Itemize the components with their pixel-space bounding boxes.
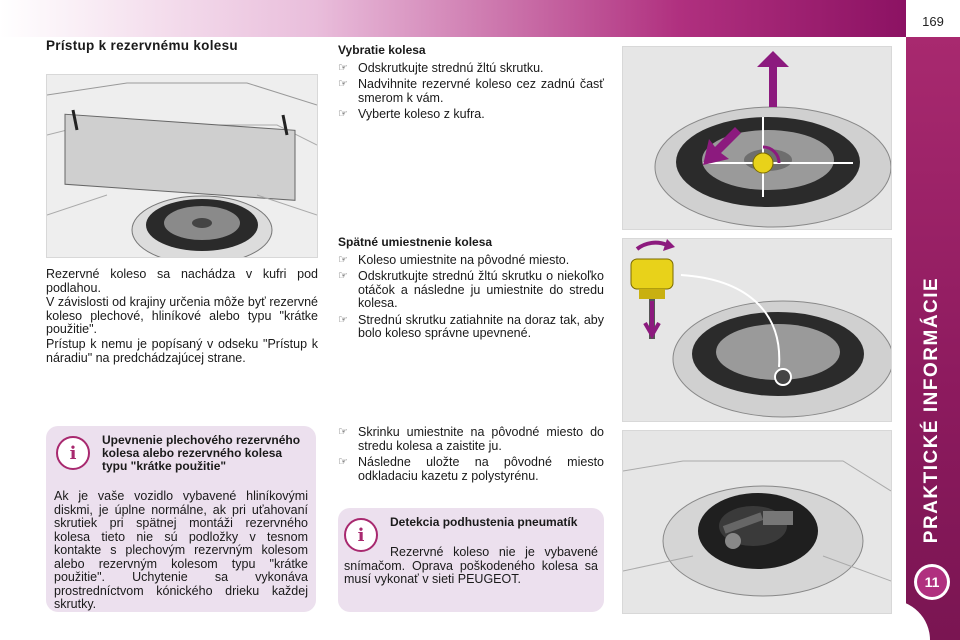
arrow-bullet-icon: ☞ — [338, 78, 348, 90]
intro-paragraph-3: Prístup k nemu je popísaný v odseku "Prístup k náradiu" na predchádzajúcej strane. — [46, 337, 318, 365]
arrow-bullet-icon: ☞ — [338, 426, 348, 438]
arrow-bullet-icon: ☞ — [338, 108, 348, 120]
foam-storage-illustration — [622, 430, 892, 614]
arrow-bullet-icon: ☞ — [338, 61, 348, 74]
list-item: ☞ Vyberte koleso z kufra. — [338, 107, 485, 121]
info-icon: i — [56, 436, 90, 470]
final-steps-section — [338, 426, 604, 486]
info-fixing-body: Ak je vaše vozidlo vybavené hliníkovými diskmi, je úplne normálne, ak pri uťahovaní skrutiek pri spätnej montáži rezervného kolesa tieto nie sú podložky v tesnom kontakte s plechovým rezervným kolesom alebo rezervným kolesom typu "krátke použitie". Uchytenie sa vykonáva prostredníctvom kónického drieku každej skrutky. — [54, 489, 308, 611]
chapter-title: PRAKTICKÉ INFORMÁCIE — [921, 276, 942, 544]
wheel-removal-illustration — [622, 46, 892, 230]
list-item: ☞ Nadvihnite rezervné koleso cez zadnú časť smerom k vám. — [338, 77, 604, 105]
refit-heading: Spätné umiestnenie kolesa — [338, 235, 493, 249]
section-title: Prístup k rezervnému kolesu — [46, 38, 238, 53]
list-item: ☞ Skrinku umiestnite na pôvodné miesto do stredu kolesa a zaistite ju. — [338, 425, 604, 453]
list-item: ☞ Strednú skrutku zatiahnite na doraz tak, aby bolo koleso správne upevnené. — [338, 312, 604, 340]
chapter-badge — [914, 564, 950, 600]
list-item: ☞ Odskrutkujte strednú žltú skrutku. — [338, 60, 544, 75]
arrow-bullet-icon: ☞ — [338, 270, 348, 282]
page-number: 169 — [906, 0, 960, 37]
info-fixing-title: Upevnenie plechového rezervného kolesa alebo rezervného kolesa typu "krátke použitie" — [102, 433, 301, 473]
info-detection-title: Detekcia podhustenia pneumatík — [390, 515, 578, 529]
arrow-bullet-icon: ☞ — [338, 253, 348, 266]
list-item: ☞ Odskrutkujte strednú žltú skrutku o niekoľko otáčok a následne ju umiestnite do stredu kolesa. — [338, 269, 604, 310]
chapter-number: 11 — [917, 567, 947, 597]
removal-heading: Vybratie kolesa — [338, 43, 426, 57]
list-item: ☞ Následne uložte na pôvodné miesto odkladaciu kazetu z polystyrénu. — [338, 455, 604, 483]
refit-section — [338, 236, 604, 344]
intro-paragraph-2: V závislosti od krajiny určenia môže byť rezervné koleso plechové, hliníkové alebo typu "krátke použitie". — [46, 295, 318, 336]
wheel-refit-illustration — [622, 238, 892, 422]
info-icon: i — [344, 518, 378, 552]
info-box-fixing — [46, 426, 316, 612]
info-box-detection — [338, 508, 604, 612]
list-item: ☞ Koleso umiestnite na pôvodné miesto. — [338, 252, 570, 267]
arrow-bullet-icon: ☞ — [338, 313, 348, 326]
header-band — [0, 0, 906, 37]
arrow-bullet-icon: ☞ — [338, 456, 348, 468]
info-detection-body: Rezervné koleso nie je vybavené snímačom. Oprava poškodeného kolesa sa musí vykonať v sieti PEUGEOT. — [344, 545, 598, 586]
trunk-illustration — [46, 74, 318, 258]
intro-paragraph-1: Rezervné koleso sa nachádza v kufri pod podlahou. — [46, 267, 318, 295]
removal-section — [338, 44, 604, 125]
